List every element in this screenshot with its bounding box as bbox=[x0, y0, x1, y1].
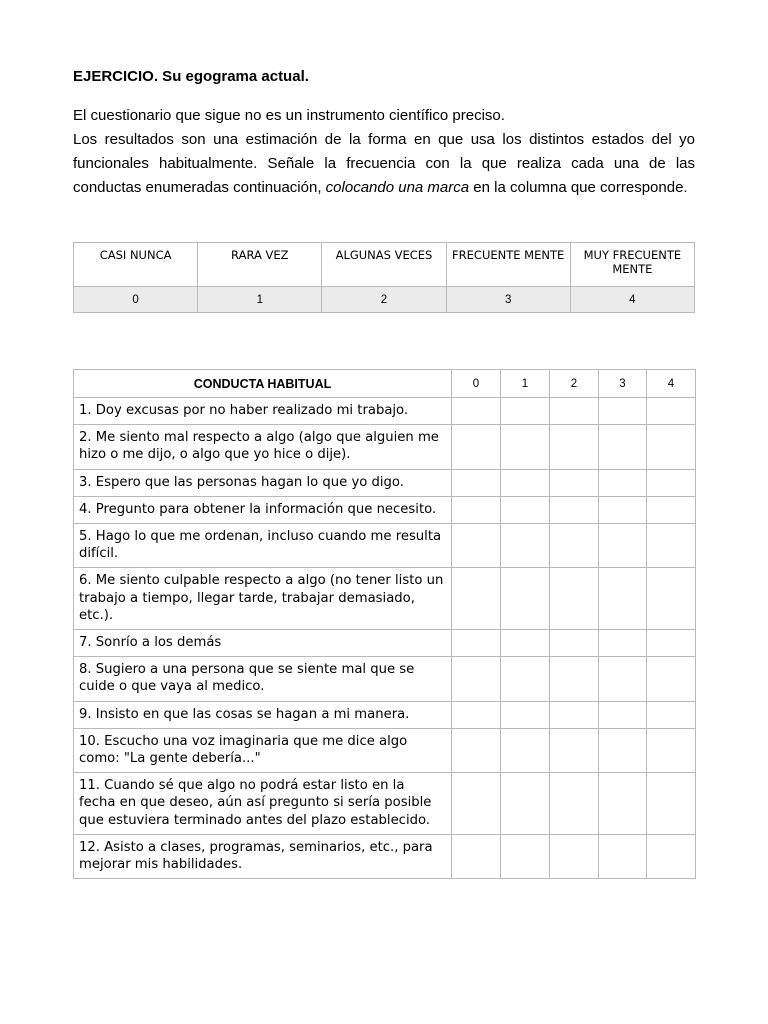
answer-cell-4[interactable] bbox=[647, 728, 696, 772]
scale-header: RARA VEZ bbox=[198, 243, 322, 287]
answer-cell-0[interactable] bbox=[452, 701, 501, 728]
answer-cell-1[interactable] bbox=[501, 701, 550, 728]
answer-cell-4[interactable] bbox=[647, 834, 696, 878]
answer-cell-0[interactable] bbox=[452, 469, 501, 496]
answer-cell-0[interactable] bbox=[452, 834, 501, 878]
answer-cell-2[interactable] bbox=[550, 398, 599, 425]
answer-cell-0[interactable] bbox=[452, 496, 501, 523]
answer-cell-0[interactable] bbox=[452, 657, 501, 701]
answer-cell-0[interactable] bbox=[452, 398, 501, 425]
answer-cell-3[interactable] bbox=[599, 728, 647, 772]
table-row bbox=[74, 496, 696, 523]
answer-cell-2[interactable] bbox=[550, 524, 599, 568]
table-row bbox=[74, 568, 696, 630]
table-row bbox=[74, 630, 696, 657]
column-header-1: 1 bbox=[501, 370, 550, 398]
answer-cell-4[interactable] bbox=[647, 657, 696, 701]
conduct-item: 3. Espero que las personas hagan lo que yo digo. bbox=[74, 469, 452, 496]
scale-value: 1 bbox=[198, 287, 322, 313]
page-title: EJERCICIO. Su egograma actual. bbox=[73, 68, 309, 85]
answer-cell-2[interactable] bbox=[550, 657, 599, 701]
answer-cell-0[interactable] bbox=[452, 773, 501, 835]
table-row bbox=[74, 425, 696, 469]
answer-cell-3[interactable] bbox=[599, 834, 647, 878]
answer-cell-3[interactable] bbox=[599, 630, 647, 657]
answer-cell-1[interactable] bbox=[501, 496, 550, 523]
conduct-body bbox=[74, 398, 696, 879]
conduct-item: 9. Insisto en que las cosas se hagan a mi manera. bbox=[74, 701, 452, 728]
answer-cell-4[interactable] bbox=[647, 568, 696, 630]
answer-cell-4[interactable] bbox=[647, 524, 696, 568]
conduct-header-row bbox=[74, 370, 696, 398]
answer-cell-1[interactable] bbox=[501, 524, 550, 568]
scale-header: MUY FRECUENTE MENTE bbox=[570, 243, 694, 287]
intro-text bbox=[73, 104, 695, 200]
answer-cell-2[interactable] bbox=[550, 568, 599, 630]
conduct-item: 7. Sonrío a los demás bbox=[74, 630, 452, 657]
scale-value: 2 bbox=[322, 287, 446, 313]
answer-cell-1[interactable] bbox=[501, 834, 550, 878]
answer-cell-1[interactable] bbox=[501, 398, 550, 425]
answer-cell-1[interactable] bbox=[501, 773, 550, 835]
answer-cell-3[interactable] bbox=[599, 524, 647, 568]
answer-cell-1[interactable] bbox=[501, 425, 550, 469]
scale-value: 3 bbox=[446, 287, 570, 313]
table-row bbox=[74, 398, 696, 425]
conduct-header: CONDUCTA HABITUAL bbox=[74, 370, 452, 398]
answer-cell-4[interactable] bbox=[647, 701, 696, 728]
answer-cell-0[interactable] bbox=[452, 425, 501, 469]
answer-cell-2[interactable] bbox=[550, 425, 599, 469]
conduct-item: 6. Me siento culpable respecto a algo (no tener listo un trabajo a tiempo, llegar tarde, trabajar demasiado, etc.). bbox=[74, 568, 452, 630]
scale-header: FRECUENTE MENTE bbox=[446, 243, 570, 287]
answer-cell-1[interactable] bbox=[501, 728, 550, 772]
conduct-item: 10. Escucho una voz imaginaria que me dice algo como: "La gente debería..." bbox=[74, 728, 452, 772]
conduct-item: 2. Me siento mal respecto a algo (algo que alguien me hizo o me dijo, o algo que yo hice o dije). bbox=[74, 425, 452, 469]
answer-cell-3[interactable] bbox=[599, 657, 647, 701]
intro-paragraph-2 bbox=[73, 128, 695, 200]
column-header-0: 0 bbox=[452, 370, 501, 398]
column-header-2: 2 bbox=[550, 370, 599, 398]
table-row bbox=[74, 469, 696, 496]
column-header-4: 4 bbox=[647, 370, 696, 398]
answer-cell-0[interactable] bbox=[452, 568, 501, 630]
scale-header: CASI NUNCA bbox=[74, 243, 198, 287]
table-row bbox=[74, 728, 696, 772]
conduct-item: 11. Cuando sé que algo no podrá estar listo en la fecha en que deseo, aún así pregunto si sería posible que estuviera terminado antes del plazo establecido. bbox=[74, 773, 452, 835]
answer-cell-2[interactable] bbox=[550, 630, 599, 657]
answer-cell-2[interactable] bbox=[550, 701, 599, 728]
conduct-item: 1. Doy excusas por no haber realizado mi trabajo. bbox=[74, 398, 452, 425]
intro-paragraph-1: El cuestionario que sigue no es un instrumento científico preciso. bbox=[73, 107, 505, 124]
conduct-item: 12. Asisto a clases, programas, seminarios, etc., para mejorar mis habilidades. bbox=[74, 834, 452, 878]
answer-cell-1[interactable] bbox=[501, 568, 550, 630]
scale-values-row bbox=[74, 287, 695, 313]
scale-value: 4 bbox=[570, 287, 694, 313]
answer-cell-1[interactable] bbox=[501, 469, 550, 496]
answer-cell-3[interactable] bbox=[599, 701, 647, 728]
table-row bbox=[74, 701, 696, 728]
answer-cell-4[interactable] bbox=[647, 469, 696, 496]
column-header-3: 3 bbox=[599, 370, 647, 398]
table-row bbox=[74, 657, 696, 701]
answer-cell-2[interactable] bbox=[550, 496, 599, 523]
conduct-item: 8. Sugiero a una persona que se siente mal que se cuide o que vaya al medico. bbox=[74, 657, 452, 701]
intro-text-after: en la columna que corresponde. bbox=[469, 179, 688, 196]
answer-cell-1[interactable] bbox=[501, 657, 550, 701]
conduct-table bbox=[73, 369, 696, 879]
conduct-item: 5. Hago lo que me ordenan, incluso cuando me resulta difícil. bbox=[74, 524, 452, 568]
answer-cell-2[interactable] bbox=[550, 834, 599, 878]
scale-value: 0 bbox=[74, 287, 198, 313]
answer-cell-0[interactable] bbox=[452, 630, 501, 657]
answer-cell-4[interactable] bbox=[647, 425, 696, 469]
intro-text-before: Los resultados son una estimación de la forma en que usa los distintos estados del yo funcionales habitualmente. Señale la frecuencia con la que realiza cada una de las conductas enumeradas continuación, bbox=[73, 131, 695, 196]
answer-cell-0[interactable] bbox=[452, 728, 501, 772]
answer-cell-2[interactable] bbox=[550, 728, 599, 772]
answer-cell-4[interactable] bbox=[647, 496, 696, 523]
conduct-item: 4. Pregunto para obtener la información que necesito. bbox=[74, 496, 452, 523]
intro-emphasis: colocando una marca bbox=[325, 179, 470, 196]
table-row bbox=[74, 524, 696, 568]
answer-cell-3[interactable] bbox=[599, 773, 647, 835]
answer-cell-2[interactable] bbox=[550, 469, 599, 496]
answer-cell-2[interactable] bbox=[550, 773, 599, 835]
answer-cell-4[interactable] bbox=[647, 398, 696, 425]
answer-cell-3[interactable] bbox=[599, 568, 647, 630]
answer-cell-3[interactable] bbox=[599, 469, 647, 496]
frequency-scale-table bbox=[73, 242, 695, 313]
answer-cell-4[interactable] bbox=[647, 630, 696, 657]
answer-cell-1[interactable] bbox=[501, 630, 550, 657]
answer-cell-3[interactable] bbox=[599, 425, 647, 469]
scale-header: ALGUNAS VECES bbox=[322, 243, 446, 287]
answer-cell-4[interactable] bbox=[647, 773, 696, 835]
answer-cell-3[interactable] bbox=[599, 398, 647, 425]
table-row bbox=[74, 834, 696, 878]
table-row bbox=[74, 773, 696, 835]
answer-cell-0[interactable] bbox=[452, 524, 501, 568]
answer-cell-3[interactable] bbox=[599, 496, 647, 523]
scale-header-row bbox=[74, 243, 695, 287]
